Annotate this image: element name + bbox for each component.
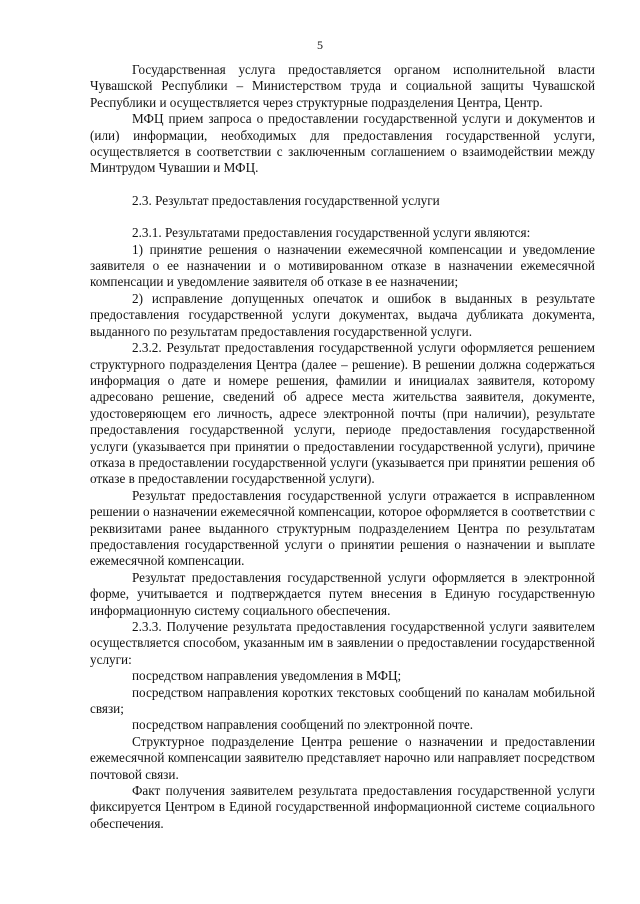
paragraph-result-item-1: 1) принятие решения о назначении ежемесячной компенсации и уведомление заявителя о ее назначении и о мотивированном отказе в назначении ежемесячной компенсации и уведомление заявителя об отказе в ее назначении; <box>90 241 595 290</box>
paragraph-method-email: посредством направления сообщений по электронной почте. <box>132 717 474 733</box>
paragraph-result-receipt: 2.3.3. Получение результата предоставления государственной услуги заявителем осуществляется способом, указанным им в заявлении о предоставлении государственной услуги: <box>90 619 595 667</box>
paragraph-mfc-request: МФЦ прием запроса о предоставлении государственной услуги и документов и (или) информации, необходимых для предоставления государственной услуги, осуществляется в соответствии с заключенным соглашением о взаимодействии между Минтрудом Чувашии и МФЦ. <box>90 111 595 176</box>
paragraph-result-item-2: 2) исправление допущенных опечаток и ошибок в выданных в результате предоставления государственной услуги документах, выдача дубликата документа, выданного по результатам предоставления государственной услуги. <box>90 290 595 339</box>
document-body <box>90 62 595 832</box>
paragraph-results-intro: 2.3.1. Результатами предоставления государственной услуги являются: <box>132 225 531 241</box>
paragraph-receipt-fact: Факт получения заявителем результата предоставления государственной услуги фиксируется Центром в Единой государственной информационной системе социального обеспечения. <box>90 783 595 831</box>
paragraph-method-mfc: посредством направления уведомления в МФЦ; <box>132 668 402 684</box>
paragraph-result-electronic: Результат предоставления государственной услуги оформляется в электронной форме, учитывается и подтверждается путем внесения в Единую государственную информационную систему социального обеспечения. <box>90 569 595 618</box>
section-heading: 2.3. Результат предоставления государственной услуги <box>132 192 440 208</box>
paragraph-result-decision: 2.3.2. Результат предоставления государственной услуги оформляется решением структурного подразделения Центра (далее – решение). В решении должна содержаться информация о дате и номере решения, фамилии и инициалах заявителя, которому адресовано решение, сведений об адресе места жительства заявителя, документе, удостоверяющем его личность, адресе электронной почты (при наличии), результате предоставления государственной услуги, периоде предоставления государственной услуги (указывается при принятии о предоставлении государственной услуги), причине отказа в предоставлении государственной услуги (указывается при принятии решения об отказе в предоставлении государственной услуги). <box>90 340 595 487</box>
page-number: 5 <box>317 38 323 52</box>
paragraph-result-corrected: Результат предоставления государственной услуги отражается в исправленном решении о назначении ежемесячной компенсации, которое оформляется в соответствии с реквизитами ранее выданного структурным подразделением Центра по результатам предоставления государственной услуги о принятии решения о назначении и выплате ежемесячной компенсации. <box>90 487 595 569</box>
paragraph-service-provider: Государственная услуга предоставляется органом исполнительной власти Чувашской Республики – Министерством труда и социальной защиты Чувашской Республики и осуществляется через структурные подразделения Центра, Центр. <box>90 62 595 110</box>
paragraph-method-sms: посредством направления коротких текстовых сообщений по каналам мобильной связи; <box>90 684 595 717</box>
paragraph-delivery: Структурное подразделение Центра решение о назначении и предоставлении ежемесячной компенсации заявителю представляет нарочно или направляет посредством почтовой связи. <box>90 733 595 782</box>
